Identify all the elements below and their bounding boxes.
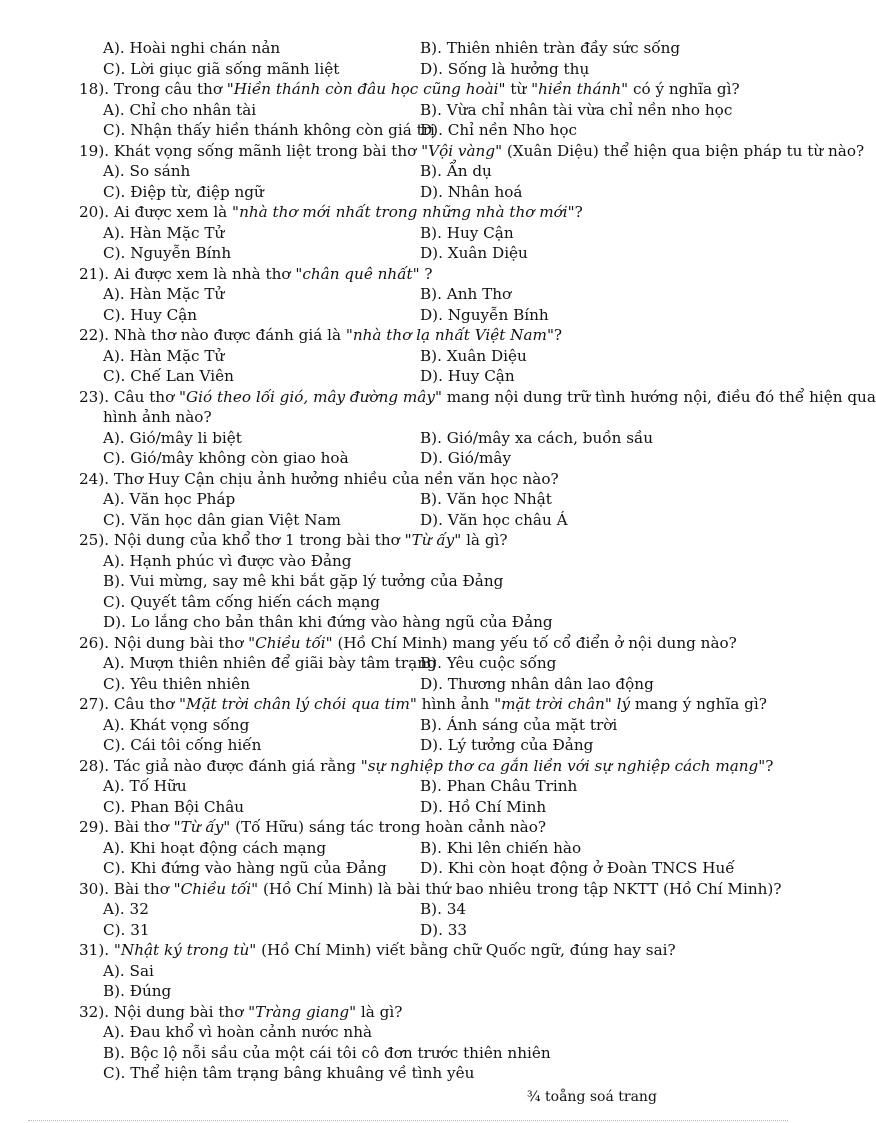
answer-option: A). Tố Hữu (103, 777, 187, 795)
question-quote: chân quê nhất (302, 264, 413, 283)
question-text: 27). Câu thơ " (79, 695, 187, 713)
answer-option: A). Sai (103, 961, 154, 980)
question-text: " (Hồ Chí Minh) viết bằng chữ Quốc ngữ, đúng hay sai? (249, 941, 676, 959)
answer-option: D). Gió/mây (420, 449, 512, 467)
answer-row (0, 735, 816, 756)
question-text: "? (546, 326, 563, 344)
question-text: " là gì? (349, 1002, 403, 1021)
question-text: " (604, 695, 617, 713)
answer-option: C). Yêu thiên nhiên (103, 674, 251, 693)
answer-row (0, 653, 816, 674)
question (0, 469, 816, 490)
question-text: " (Hồ Chí Minh) là bài thứ bao nhiêu trong tập NKTT (Hồ Chí Minh)? (251, 879, 782, 898)
answer-row (0, 284, 816, 305)
answer-option: C). Thể hiện tâm trạng bâng khuâng về tình yêu (103, 1064, 475, 1082)
answer-option: A). Gió/mây li biệt (103, 428, 242, 447)
answer-option: D). Khi còn hoạt động ở Đoàn TNCS Huế (420, 859, 735, 877)
question-text: "? (758, 756, 774, 775)
answer-option: B). Bộc lộ nỗi sầu của một cái tôi cô đơn trước thiên nhiên (103, 1043, 551, 1062)
question-quote: Tràng giang (255, 1002, 350, 1021)
question-continuation: hình ảnh nào? (103, 408, 212, 426)
question-text: " là gì? (454, 531, 508, 549)
answer-option: C). Văn học dân gian Việt Nam (103, 510, 341, 529)
answer-row (0, 38, 816, 59)
answer-option: D). Lo lắng cho bản thân khi đứng vào hàng ngũ của Đảng (103, 613, 553, 631)
answer-option: D). Thương nhân dân lao động (420, 674, 654, 693)
answer-option: C). Gió/mây không còn giao hoà (103, 449, 349, 467)
answer-option: A). Hạnh phúc vì được vào Đảng (103, 551, 352, 570)
answer-option: B). Đúng (103, 982, 172, 1000)
answer-row (0, 346, 816, 367)
answer-row (0, 161, 816, 182)
answer-row (0, 489, 816, 510)
question (0, 756, 816, 777)
question-quote: nhà thơ lạ nhất Việt Nam (352, 326, 547, 344)
question-text: 32). Nội dung bài thơ " (79, 1002, 256, 1021)
question-quote: Hiền thánh còn đâu học cũng hoài (233, 80, 499, 98)
answer-option: D). Huy Cận (420, 367, 515, 385)
question (0, 694, 816, 715)
question-quote: sự nghiệp thơ ca gắn liền với sự nghiệp cách mạng (367, 756, 759, 775)
question-text: 21). Ai được xem là nhà thơ " (79, 264, 303, 283)
question-quote: Từ ấy (180, 818, 224, 836)
answer-row (0, 674, 816, 695)
answer-option: A). So sánh (103, 162, 191, 180)
answer-row (0, 100, 816, 121)
question (0, 530, 816, 551)
answer-option: B). Văn học Nhật (420, 490, 552, 508)
answer-option: B). Ẩn dụ (420, 162, 492, 180)
answer-row (0, 510, 816, 531)
answer-option: A). Mượn thiên nhiên để giãi bày tâm trạng (103, 654, 437, 672)
answer-option: A). Hàn Mặc Tử (103, 346, 225, 365)
question (0, 325, 816, 346)
question-quote: Chiều tối (255, 633, 326, 652)
question (0, 1002, 816, 1023)
question-text: 26). Nội dung bài thơ " (79, 633, 256, 652)
answer-option: A). Đau khổ vì hoàn cảnh nước nhà (103, 1023, 373, 1041)
answer-option: A). Khát vọng sống (103, 715, 250, 734)
answer-option: A). Văn học Pháp (103, 490, 236, 508)
answer-option: D). Văn học châu Á (420, 510, 568, 529)
answer-row (0, 223, 816, 244)
question-text: " có ý nghĩa gì? (621, 80, 740, 98)
answer-option: C). Điệp từ, điệp ngữ (103, 182, 264, 201)
question-quote: Vội vàng (428, 141, 496, 160)
answer-row (0, 838, 816, 859)
answer-row (0, 448, 816, 469)
question-quote: hiền thánh (538, 80, 622, 98)
question (0, 387, 876, 408)
question (0, 202, 816, 223)
answer-option: B). Yêu cuộc sống (420, 654, 557, 672)
answer-option: B). Huy Cận (420, 223, 514, 242)
question-quote: Gió theo lối gió, mây đường mây (186, 387, 435, 406)
question-quote: mặt trời chân (501, 695, 605, 713)
question-quote: Nhật ký trong tù (120, 941, 250, 959)
question-text: mang ý nghĩa gì? (630, 695, 767, 713)
answer-row (0, 59, 816, 80)
question-text: 30). Bài thơ " (79, 879, 181, 898)
question-text: " (Hồ Chí Minh) mang yếu tố cổ điển ở nội dung nào? (325, 633, 737, 652)
answer-option: C). Quyết tâm cống hiến cách mạng (103, 592, 381, 611)
question-text: 20). Ai được xem là " (79, 203, 240, 221)
answer-row (0, 776, 816, 797)
question (0, 940, 816, 961)
question-quote: nhà thơ mới nhất trong những nhà thơ mới (239, 203, 568, 221)
footer-rule (28, 1120, 788, 1121)
answer-row (0, 920, 816, 941)
answer-option: C). Huy Cận (103, 305, 198, 324)
answer-option: D). Nhân hoá (420, 182, 523, 201)
answer-row (0, 182, 816, 203)
quiz-document (0, 38, 876, 1084)
answer-option: D). Chỉ nền Nho học (420, 121, 578, 139)
question-text: 29). Bài thơ " (79, 818, 181, 836)
question-text: 22). Nhà thơ nào được đánh giá là " (79, 326, 353, 344)
answer-option: C). Nhận thấy hiền thánh không còn giá trị (103, 121, 435, 139)
answer-option: B). Anh Thơ (420, 285, 512, 303)
question (0, 79, 816, 100)
answer-option: C). Cái tôi cống hiến (103, 736, 262, 754)
answer-option: D). Sống là hưởng thụ (420, 59, 590, 78)
answer-option: A). 32 (103, 900, 149, 918)
question-text: 31). " (79, 941, 121, 959)
answer-row (0, 243, 816, 264)
answer-option: D). Xuân Diệu (420, 244, 528, 262)
answer-row (0, 120, 816, 141)
answer-row (0, 366, 816, 387)
answer-option: C). Phan Bội Châu (103, 797, 245, 816)
answer-row (0, 858, 816, 879)
answer-row (0, 305, 816, 326)
question-text: " ? (412, 264, 433, 283)
answer-row (0, 715, 816, 736)
question-quote: Chiều tối (180, 879, 252, 898)
question-text: 28). Tác giả nào được đánh giá rằng " (79, 756, 368, 775)
answer-option: B). 34 (420, 900, 467, 918)
answer-option: D). Hồ Chí Minh (420, 797, 547, 816)
answer-option: A). Hàn Mặc Tử (103, 223, 225, 242)
answer-row (0, 899, 816, 920)
answer-option: B). Ánh sáng của mặt trời (420, 715, 618, 734)
answer-option: B). Xuân Diệu (420, 346, 527, 365)
question-text: " (Xuân Diệu) thể hiện qua biện pháp tu từ nào? (495, 141, 865, 160)
question-text: 24). Thơ Huy Cận chịu ảnh hưởng nhiều của nền văn học nào? (79, 469, 559, 488)
answer-option: A). Chỉ cho nhân tài (103, 100, 257, 119)
answer-row (0, 797, 816, 818)
question-text: " mang nội dung trữ tình hướng nội, điều đó thể hiện qua (434, 387, 876, 406)
answer-option: C). 31 (103, 920, 150, 939)
question (0, 633, 816, 654)
question (0, 264, 816, 285)
question-quote: Từ ấy (411, 531, 455, 549)
question (0, 817, 816, 838)
page-footer: ¾ toång soá trang (527, 1089, 657, 1105)
answer-option: A). Khi hoạt động cách mạng (103, 838, 327, 857)
answer-option: B). Vừa chỉ nhân tài vừa chỉ nền nho học (420, 100, 733, 119)
answer-option: B). Vui mừng, say mê khi bắt gặp lý tưởng của Đảng (103, 572, 504, 590)
question (0, 141, 865, 162)
question-quote: Mặt trời chân lý chói qua tim (186, 695, 410, 713)
question-text: 25). Nội dung của khổ thơ 1 trong bài thơ " (79, 531, 412, 549)
question-text: "? (567, 203, 583, 221)
question-text: " hình ảnh " (409, 695, 502, 713)
question-quote: lý (616, 695, 631, 713)
answer-option: C). Chế Lan Viên (103, 367, 234, 385)
question-text: 19). Khát vọng sống mãnh liệt trong bài thơ " (79, 141, 429, 160)
answer-option: A). Hoài nghi chán nản (103, 39, 281, 57)
question-text: 18). Trong câu thơ " (79, 80, 234, 98)
question-text: " (Tố Hữu) sáng tác trong hoàn cảnh nào? (223, 818, 547, 836)
question-text: " từ " (498, 80, 539, 98)
answer-option: A). Hàn Mặc Tử (103, 285, 225, 303)
answer-option: B). Thiên nhiên tràn đầy sức sống (420, 39, 681, 57)
answer-option: D). Lý tưởng của Đảng (420, 736, 594, 754)
answer-option: B). Khi lên chiến hào (420, 838, 582, 857)
answer-option: C). Khi đứng vào hàng ngũ của Đảng (103, 859, 387, 877)
question (0, 879, 816, 900)
answer-option: C). Nguyễn Bính (103, 244, 232, 262)
answer-option: C). Lời giục giã sống mãnh liệt (103, 59, 340, 78)
answer-option: B). Gió/mây xa cách, buồn sầu (420, 428, 654, 447)
question-text: 23). Câu thơ " (79, 387, 187, 406)
answer-option: D). 33 (420, 920, 468, 939)
answer-option: B). Phan Châu Trinh (420, 777, 578, 795)
answer-row (0, 428, 816, 449)
answer-option: D). Nguyễn Bính (420, 305, 549, 324)
